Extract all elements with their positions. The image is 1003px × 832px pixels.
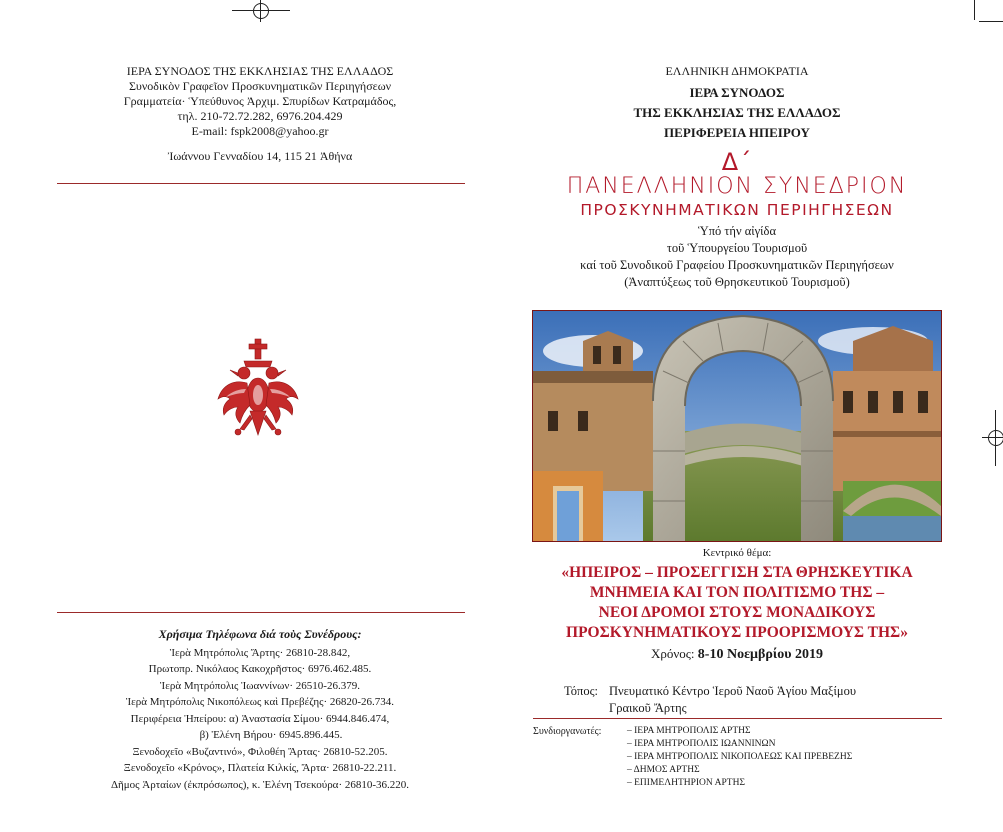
right-title-block [532,64,942,291]
theme-line: ΜΝΗΜΕΙΑ ΚΑΙ ΤΟΝ ΠΟΛΙΤΙΣΜΟ ΤΗΣ – [589,584,885,601]
left-contact-header [60,64,460,164]
phone-entry: Πρωτοπρ. Νικόλαος Κακοχρῆστος· 6976.462.485. [148,663,372,675]
synod-line-1: ΙΕΡΑ ΣΥΝΟΔΟΣ [689,84,785,100]
useful-phones-block [60,626,460,793]
phones-title: Χρήσιμα Τηλέφωνα διά τοὺς Συνέδρους: [158,627,362,641]
office-name: Συνοδικὸν Γραφεῖον Προσκυνηματικῶν Περιηγήσεων [128,79,392,93]
organizer-item: – ΔΗΜΟΣ ΑΡΤΗΣ [627,765,700,775]
organizers-label: Συνδιοργανωτές: [533,726,602,737]
republic-label: ΕΛΛΗΝΙΚΗ ΔΗΜΟΚΡΑΤΙΑ [665,64,809,78]
phone-entry: β) Ἑλένη Βήρου· 6945.896.445. [199,729,343,741]
phone-entry: Δῆμος Ἀρταίων (ἐκπρόσωπος), κ. Ἑλένη Τσεκούρα· 26810-36.220. [110,778,410,791]
secretariat-line: Γραμματεία· Ὑπεύθυνος Ἀρχιμ. Σπυρίδων Κατραμάδος, [123,94,397,108]
phone-line: τηλ. 210-72.72.282, 6976.204.429 [177,109,343,123]
organizers-list [627,725,852,790]
crop-mark-top-right-icon [974,0,1003,22]
conference-subtitle: ΠΡΟΣΚΥΝΗΜΑΤΙΚΩΝ ΠΕΡΙΗΓΗΣΕΩΝ [580,200,894,219]
edition-number: Δ΄ [721,147,753,176]
theme-text [532,563,942,643]
phone-entry: Ἱερὰ Μητρόπολις Νικοπόλεως καὶ Πρεβέζης· 26820-26.734. [125,696,395,708]
place-line: Γραικοῦ Ἄρτης [609,701,687,715]
registration-mark-top-icon [232,0,290,22]
left-top-divider [57,183,465,184]
theme-label: Κεντρικό θέμα: [702,547,772,559]
place-value [609,683,939,717]
organizer-item: – ΕΠΙΜΕΛΗΤΗΡΙΟΝ ΑΡΤΗΣ [627,778,745,788]
organizer-item: – ΙΕΡΑ ΜΗΤΡΟΠΟΛΙΣ ΙΩΑΝΝΙΝΩΝ [627,739,776,749]
organizer-item: – ΙΕΡΑ ΜΗΤΡΟΠΟΛΙΣ ΝΙΚΟΠΟΛΕΩΣ ΚΑΙ ΠΡΕΒΕΖΗΣ [627,752,853,762]
aegis-line: (Ἀναπτύξεως τοῦ Θρησκευτικοῦ Τουρισμοῦ) [624,274,850,289]
time-value: 8-10 Νοεμβρίου 2019 [697,647,823,662]
region-line: ΠΕΡΙΦΕΡΕΙΑ ΗΠΕΙΡΟΥ [664,124,810,140]
organizer-item: – ΙΕΡΑ ΜΗΤΡΟΠΟΛΙΣ ΑΡΤΗΣ [627,726,751,736]
aegis-line: τοῦ Ὑπουργείου Τουρισμοῦ [666,240,808,255]
phone-entry: Ξενοδοχεῖο «Κρόνος», Πλατεία Κιλκίς, Ἄρτα· 26810-22.211. [123,762,397,774]
theme-line: ΠΡΟΣΚΥΝΗΜΑΤΙΚΟΥΣ ΠΡΟΟΡΙΣΜΟΥΣ ΤΗΣ» [566,624,908,641]
aegis-line: Ὑπό τήν αἰγίδα [697,223,776,238]
place-line: Πνευματικό Κέντρο Ἱεροῦ Ναοῦ Ἁγίου Μαξίμου [609,684,857,698]
phone-entry: Περιφέρεια Ἠπείρου: α) Ἀναστασία Σίμου· 6944.846.474, [130,712,390,725]
theme-line: ΝΕΟΙ ΔΡΟΜΟΙ ΣΤΟΥΣ ΜΟΝΑΔΙΚΟΥΣ [598,604,876,621]
central-theme-block [532,546,942,664]
email-line: E-mail: fspk2008@yahoo.gr [191,124,329,138]
synod-line-2: ΤΗΣ ΕΚΚΛΗΣΙΑΣ ΤΗΣ ΕΛΛΑΔΟΣ [633,104,841,120]
aegis-line: καί τοῦ Συνοδικοῦ Γραφείου Προσκυνηματικῶν Περιηγήσεων [580,257,894,272]
phone-entry: Ξενοδοχεῖο «Βυζαντινό», Φιλοθέη Ἄρτας· 26810-52.205. [132,745,388,758]
place-label: Τόπος: [564,684,599,698]
address-line: Ἰωάννου Γενναδίου 14, 115 21 Ἀθήνα [167,149,353,163]
time-label: Χρόνος: [651,646,695,661]
left-bottom-divider [57,612,465,613]
theme-line: «ΗΠΕΙΡΟΣ – ΠΡΟΣΕΓΓΙΣΗ ΣΤΑ ΘΡΗΣΚΕΥΤΙΚΑ [561,564,913,581]
monuments-photo-collage [532,310,942,542]
synod-name: ΙΕΡΑ ΣΥΝΟΔΟΣ ΤΗΣ ΕΚΚΛΗΣΙΑΣ ΤΗΣ ΕΛΛΑΔΟΣ [126,64,394,78]
phone-entry: Ἱερὰ Μητρόπολις Ἄρτης· 26810-28.842, [169,646,351,659]
double-headed-eagle-emblem-icon [214,337,302,447]
organizers-divider [533,718,942,719]
registration-mark-right-icon [982,410,1003,466]
phone-entry: Ἱερὰ Μητρόπολις Ἰωαννίνων· 26510-26.379. [160,679,360,692]
date-line [532,645,942,664]
conference-title: ΠΑΝΕΛΛΗΝΙΟΝ ΣΥΝΕΔΡΙΟΝ [566,173,908,199]
